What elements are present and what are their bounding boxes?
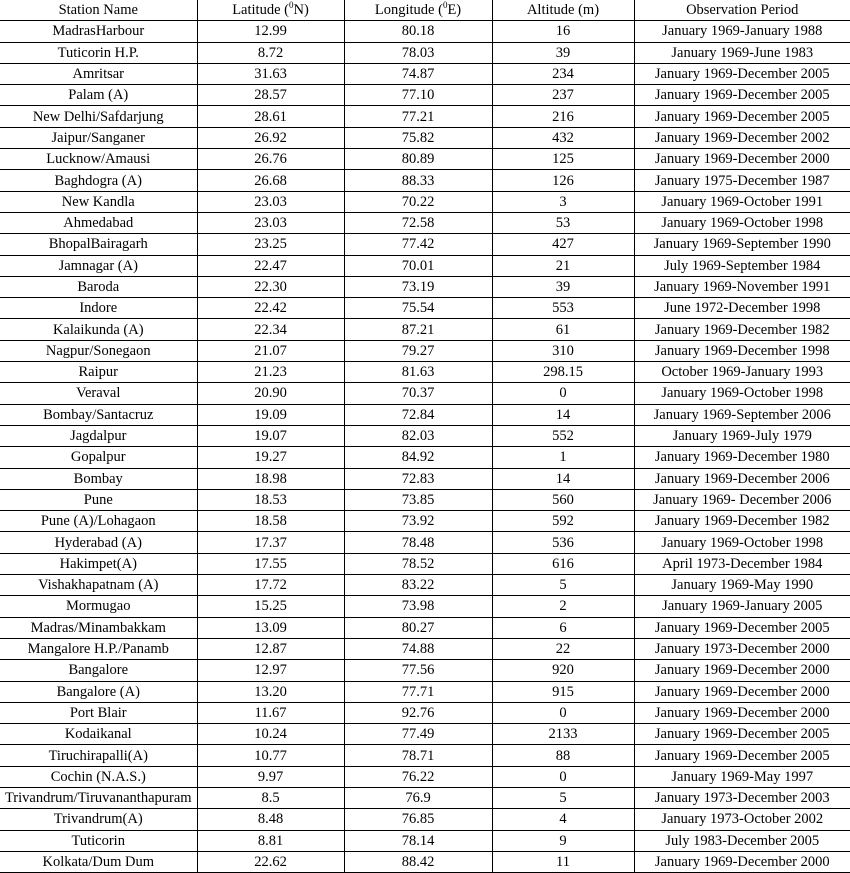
longitude-cell: 76.85	[344, 809, 492, 830]
table-row	[0, 532, 850, 553]
altitude-cell: 2	[492, 596, 634, 617]
longitude-cell: 78.71	[344, 745, 492, 766]
table-row	[0, 575, 850, 596]
table-row	[0, 255, 850, 276]
longitude-cell: 77.56	[344, 660, 492, 681]
observation-period-cell: June 1972-December 1998	[634, 298, 850, 319]
longitude-cell: 77.10	[344, 85, 492, 106]
latitude-cell: 22.34	[197, 319, 344, 340]
longitude-cell: 88.42	[344, 851, 492, 872]
table-row	[0, 106, 850, 127]
observation-period-cell: January 1969-October 1998	[634, 532, 850, 553]
latitude-cell: 8.81	[197, 830, 344, 851]
station-name-cell: Amritsar	[0, 63, 197, 84]
table-row	[0, 149, 850, 170]
longitude-cell: 78.14	[344, 830, 492, 851]
header-observation-period: Observation Period	[634, 0, 850, 21]
latitude-cell: 26.68	[197, 170, 344, 191]
station-name-cell: Tuticorin H.P.	[0, 42, 197, 63]
table-row	[0, 596, 850, 617]
observation-period-cell: January 1969-December 2005	[634, 85, 850, 106]
longitude-cell: 70.22	[344, 191, 492, 212]
table-row	[0, 404, 850, 425]
altitude-cell: 9	[492, 830, 634, 851]
altitude-cell: 6	[492, 617, 634, 638]
altitude-cell: 592	[492, 511, 634, 532]
observation-period-cell: January 1969-October 1998	[634, 383, 850, 404]
altitude-cell: 0	[492, 766, 634, 787]
latitude-cell: 17.55	[197, 553, 344, 574]
altitude-cell: 310	[492, 340, 634, 361]
table-row	[0, 830, 850, 851]
table-row	[0, 63, 850, 84]
latitude-cell: 11.67	[197, 702, 344, 723]
station-name-cell: Palam (A)	[0, 85, 197, 106]
station-name-cell: Bombay/Santacruz	[0, 404, 197, 425]
table-row	[0, 553, 850, 574]
station-name-cell: Jagdalpur	[0, 425, 197, 446]
table-row	[0, 85, 850, 106]
longitude-cell: 75.82	[344, 127, 492, 148]
header-station-name: Station Name	[0, 0, 197, 21]
header-longitude	[344, 0, 492, 21]
latitude-cell: 19.27	[197, 447, 344, 468]
altitude-cell: 53	[492, 212, 634, 233]
latitude-cell: 17.37	[197, 532, 344, 553]
station-name-cell: Jamnagar (A)	[0, 255, 197, 276]
header-longitude-suffix: E)	[447, 2, 462, 19]
observation-period-cell: January 1969-December 2000	[634, 149, 850, 170]
header-longitude-degree: 0	[442, 0, 448, 11]
table-row	[0, 191, 850, 212]
altitude-cell: 11	[492, 851, 634, 872]
observation-period-cell: January 1969-July 1979	[634, 425, 850, 446]
observation-period-cell: July 1969-September 1984	[634, 255, 850, 276]
table-row	[0, 745, 850, 766]
latitude-cell: 26.76	[197, 149, 344, 170]
altitude-cell: 0	[492, 702, 634, 723]
station-name-cell: Tuticorin	[0, 830, 197, 851]
altitude-cell: 88	[492, 745, 634, 766]
table-row	[0, 212, 850, 233]
table-row	[0, 851, 850, 872]
altitude-cell: 21	[492, 255, 634, 276]
longitude-cell: 77.21	[344, 106, 492, 127]
longitude-cell: 70.01	[344, 255, 492, 276]
observation-period-cell: January 1973-December 2003	[634, 787, 850, 808]
station-name-cell: Cochin (N.A.S.)	[0, 766, 197, 787]
table-row	[0, 276, 850, 297]
observation-period-cell: January 1969-October 1991	[634, 191, 850, 212]
altitude-cell: 2133	[492, 724, 634, 745]
altitude-cell: 427	[492, 234, 634, 255]
table-row	[0, 362, 850, 383]
station-name-cell: Tiruchirapalli(A)	[0, 745, 197, 766]
altitude-cell: 234	[492, 63, 634, 84]
longitude-cell: 73.92	[344, 511, 492, 532]
station-name-cell: Gopalpur	[0, 447, 197, 468]
header-latitude-degree: 0	[288, 0, 294, 11]
table-row	[0, 511, 850, 532]
station-name-cell: Jaipur/Sanganer	[0, 127, 197, 148]
altitude-cell: 0	[492, 383, 634, 404]
observation-period-cell: January 1969-December 2005	[634, 617, 850, 638]
latitude-cell: 22.62	[197, 851, 344, 872]
station-name-cell: Port Blair	[0, 702, 197, 723]
altitude-cell: 126	[492, 170, 634, 191]
longitude-cell: 83.22	[344, 575, 492, 596]
station-name-cell: Lucknow/Amausi	[0, 149, 197, 170]
altitude-cell: 560	[492, 489, 634, 510]
longitude-cell: 74.88	[344, 638, 492, 659]
observation-period-cell: January 1969-December 1998	[634, 340, 850, 361]
longitude-cell: 75.54	[344, 298, 492, 319]
observation-period-cell: January 1973-October 2002	[634, 809, 850, 830]
latitude-cell: 18.58	[197, 511, 344, 532]
station-name-cell: Pune	[0, 489, 197, 510]
altitude-cell: 915	[492, 681, 634, 702]
table-body	[0, 21, 850, 873]
station-name-cell: Raipur	[0, 362, 197, 383]
table-row	[0, 383, 850, 404]
table-row	[0, 724, 850, 745]
longitude-cell: 76.9	[344, 787, 492, 808]
table-row	[0, 766, 850, 787]
observation-period-cell: January 1969-October 1998	[634, 212, 850, 233]
header-latitude-prefix: Latitude (	[232, 2, 289, 19]
altitude-cell: 298.15	[492, 362, 634, 383]
table-row	[0, 234, 850, 255]
observation-period-cell: January 1969-December 2000	[634, 702, 850, 723]
observation-period-cell: January 1969-June 1983	[634, 42, 850, 63]
observation-period-cell: January 1969-September 2006	[634, 404, 850, 425]
station-name-cell: Mormugao	[0, 596, 197, 617]
latitude-cell: 26.92	[197, 127, 344, 148]
longitude-cell: 88.33	[344, 170, 492, 191]
header-row	[0, 0, 850, 21]
station-name-cell: Baghdogra (A)	[0, 170, 197, 191]
station-name-cell: Baroda	[0, 276, 197, 297]
altitude-cell: 4	[492, 809, 634, 830]
altitude-cell: 22	[492, 638, 634, 659]
observation-period-cell: January 1969-September 1990	[634, 234, 850, 255]
latitude-cell: 22.30	[197, 276, 344, 297]
longitude-cell: 87.21	[344, 319, 492, 340]
header-longitude-prefix: Longitude (	[374, 2, 443, 19]
observation-period-cell: January 1969-December 2000	[634, 681, 850, 702]
observation-period-cell: April 1973-December 1984	[634, 553, 850, 574]
station-name-cell: New Kandla	[0, 191, 197, 212]
table-row	[0, 42, 850, 63]
longitude-cell: 78.48	[344, 532, 492, 553]
observation-period-cell: January 1969-December 2006	[634, 468, 850, 489]
latitude-cell: 22.42	[197, 298, 344, 319]
header-latitude	[197, 0, 344, 21]
longitude-cell: 72.84	[344, 404, 492, 425]
altitude-cell: 920	[492, 660, 634, 681]
station-name-cell: BhopalBairagarh	[0, 234, 197, 255]
station-name-cell: Vishakhapatnam (A)	[0, 575, 197, 596]
table-row	[0, 425, 850, 446]
observation-period-cell: January 1969-January 2005	[634, 596, 850, 617]
latitude-cell: 23.25	[197, 234, 344, 255]
latitude-cell: 15.25	[197, 596, 344, 617]
latitude-cell: 18.98	[197, 468, 344, 489]
altitude-cell: 616	[492, 553, 634, 574]
latitude-cell: 31.63	[197, 63, 344, 84]
station-name-cell: Trivandrum/Tiruvananthapuram	[0, 787, 197, 808]
altitude-cell: 1	[492, 447, 634, 468]
latitude-cell: 28.57	[197, 85, 344, 106]
table-row	[0, 489, 850, 510]
table-row	[0, 702, 850, 723]
longitude-cell: 81.63	[344, 362, 492, 383]
latitude-cell: 10.77	[197, 745, 344, 766]
station-name-cell: Pune (A)/Lohagaon	[0, 511, 197, 532]
observation-period-cell: July 1983-December 2005	[634, 830, 850, 851]
latitude-cell: 18.53	[197, 489, 344, 510]
table-row	[0, 298, 850, 319]
station-name-cell: New Delhi/Safdarjung	[0, 106, 197, 127]
table-row	[0, 319, 850, 340]
altitude-cell: 237	[492, 85, 634, 106]
latitude-cell: 10.24	[197, 724, 344, 745]
altitude-cell: 61	[492, 319, 634, 340]
observation-period-cell: January 1969-January 1988	[634, 21, 850, 42]
altitude-cell: 125	[492, 149, 634, 170]
altitude-cell: 553	[492, 298, 634, 319]
observation-period-cell: January 1969-November 1991	[634, 276, 850, 297]
longitude-cell: 73.98	[344, 596, 492, 617]
table-row	[0, 127, 850, 148]
observation-period-cell: January 1969-December 2000	[634, 851, 850, 872]
latitude-cell: 21.23	[197, 362, 344, 383]
latitude-cell: 19.09	[197, 404, 344, 425]
altitude-cell: 216	[492, 106, 634, 127]
station-name-cell: Kolkata/Dum Dum	[0, 851, 197, 872]
station-name-cell: MadrasHarbour	[0, 21, 197, 42]
latitude-cell: 23.03	[197, 191, 344, 212]
altitude-cell: 3	[492, 191, 634, 212]
station-name-cell: Kalaikunda (A)	[0, 319, 197, 340]
longitude-cell: 77.49	[344, 724, 492, 745]
latitude-cell: 8.5	[197, 787, 344, 808]
latitude-cell: 20.90	[197, 383, 344, 404]
observation-period-cell: January 1975-December 1987	[634, 170, 850, 191]
table-header	[0, 0, 850, 21]
observation-period-cell: January 1969-December 2005	[634, 724, 850, 745]
table-row	[0, 809, 850, 830]
observation-period-cell: January 1969-December 1982	[634, 511, 850, 532]
longitude-cell: 72.58	[344, 212, 492, 233]
observation-period-cell: January 1969-May 1990	[634, 575, 850, 596]
station-name-cell: Bangalore (A)	[0, 681, 197, 702]
latitude-cell: 13.09	[197, 617, 344, 638]
altitude-cell: 39	[492, 276, 634, 297]
station-name-cell: Bangalore	[0, 660, 197, 681]
observation-period-cell: January 1969-May 1997	[634, 766, 850, 787]
table-row	[0, 21, 850, 42]
latitude-cell: 17.72	[197, 575, 344, 596]
latitude-cell: 12.87	[197, 638, 344, 659]
observation-period-cell: January 1969-December 2000	[634, 660, 850, 681]
latitude-cell: 12.97	[197, 660, 344, 681]
altitude-cell: 14	[492, 404, 634, 425]
altitude-cell: 5	[492, 575, 634, 596]
latitude-cell: 28.61	[197, 106, 344, 127]
longitude-cell: 80.27	[344, 617, 492, 638]
station-name-cell: Hakimpet(A)	[0, 553, 197, 574]
longitude-cell: 76.22	[344, 766, 492, 787]
altitude-cell: 536	[492, 532, 634, 553]
table-row	[0, 638, 850, 659]
table-row	[0, 681, 850, 702]
longitude-cell: 79.27	[344, 340, 492, 361]
observation-period-cell: January 1969-December 1982	[634, 319, 850, 340]
longitude-cell: 80.18	[344, 21, 492, 42]
altitude-cell: 14	[492, 468, 634, 489]
table-row	[0, 617, 850, 638]
station-name-cell: Madras/Minambakkam	[0, 617, 197, 638]
station-name-cell: Bombay	[0, 468, 197, 489]
longitude-cell: 77.71	[344, 681, 492, 702]
latitude-cell: 8.48	[197, 809, 344, 830]
observation-period-cell: January 1969-December 2005	[634, 106, 850, 127]
latitude-cell: 12.99	[197, 21, 344, 42]
altitude-cell: 16	[492, 21, 634, 42]
latitude-cell: 22.47	[197, 255, 344, 276]
station-name-cell: Veraval	[0, 383, 197, 404]
longitude-cell: 82.03	[344, 425, 492, 446]
latitude-cell: 8.72	[197, 42, 344, 63]
longitude-cell: 73.19	[344, 276, 492, 297]
longitude-cell: 74.87	[344, 63, 492, 84]
longitude-cell: 84.92	[344, 447, 492, 468]
longitude-cell: 78.03	[344, 42, 492, 63]
station-name-cell: Indore	[0, 298, 197, 319]
observation-period-cell: January 1969-December 1980	[634, 447, 850, 468]
latitude-cell: 21.07	[197, 340, 344, 361]
latitude-cell: 13.20	[197, 681, 344, 702]
station-name-cell: Ahmedabad	[0, 212, 197, 233]
longitude-cell: 92.76	[344, 702, 492, 723]
table-row	[0, 468, 850, 489]
table-row	[0, 787, 850, 808]
observation-period-cell: October 1969-January 1993	[634, 362, 850, 383]
longitude-cell: 73.85	[344, 489, 492, 510]
header-altitude: Altitude (m)	[492, 0, 634, 21]
station-name-cell: Trivandrum(A)	[0, 809, 197, 830]
altitude-cell: 552	[492, 425, 634, 446]
station-name-cell: Nagpur/Sonegaon	[0, 340, 197, 361]
altitude-cell: 432	[492, 127, 634, 148]
altitude-cell: 5	[492, 787, 634, 808]
table-row	[0, 340, 850, 361]
longitude-cell: 77.42	[344, 234, 492, 255]
longitude-cell: 72.83	[344, 468, 492, 489]
station-name-cell: Hyderabad (A)	[0, 532, 197, 553]
observation-period-cell: January 1973-December 2000	[634, 638, 850, 659]
latitude-cell: 19.07	[197, 425, 344, 446]
table-row	[0, 660, 850, 681]
observation-period-cell: January 1969- December 2006	[634, 489, 850, 510]
observation-period-cell: January 1969-December 2005	[634, 63, 850, 84]
altitude-cell: 39	[492, 42, 634, 63]
station-name-cell: Kodaikanal	[0, 724, 197, 745]
table-row	[0, 170, 850, 191]
longitude-cell: 80.89	[344, 149, 492, 170]
latitude-cell: 23.03	[197, 212, 344, 233]
observation-period-cell: January 1969-December 2002	[634, 127, 850, 148]
table-row	[0, 447, 850, 468]
longitude-cell: 70.37	[344, 383, 492, 404]
longitude-cell: 78.52	[344, 553, 492, 574]
observation-period-cell: January 1969-December 2005	[634, 745, 850, 766]
station-name-cell: Mangalore H.P./Panamb	[0, 638, 197, 659]
header-latitude-suffix: N)	[293, 2, 309, 19]
latitude-cell: 9.97	[197, 766, 344, 787]
